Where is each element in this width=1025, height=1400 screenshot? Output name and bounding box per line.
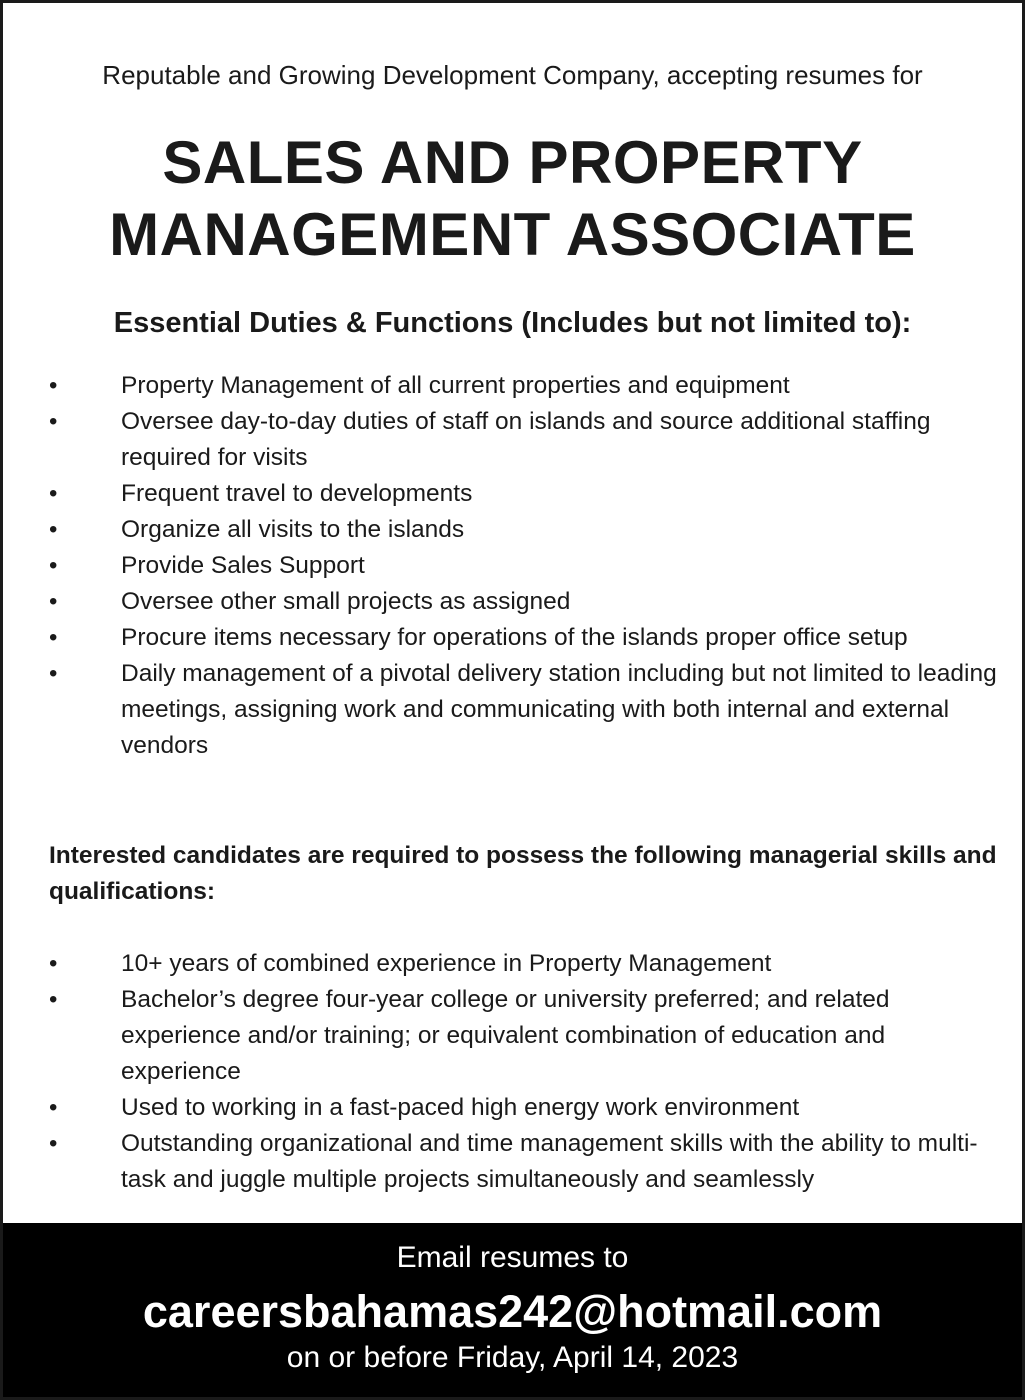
qualification-item	[3, 1090, 1022, 1126]
qualification-text: Used to working in a fast-paced high energy work environment	[121, 1094, 800, 1121]
bullet-icon: •	[49, 1130, 58, 1157]
duty-item	[3, 476, 1022, 512]
application-deadline: on or before Friday, April 14, 2023	[286, 1341, 739, 1374]
duties-list	[3, 368, 1022, 764]
duty-text: Provide Sales Support	[121, 552, 365, 579]
bullet-icon: •	[49, 1094, 58, 1121]
contact-email-link[interactable]: careersbahamas242@hotmail.com	[142, 1286, 883, 1337]
bullet-icon: •	[49, 516, 58, 543]
duty-item	[3, 584, 1022, 620]
bullet-icon: •	[49, 372, 58, 399]
intro-text: Reputable and Growing Development Company, accepting resumes for	[102, 60, 923, 90]
duty-item	[3, 620, 1022, 656]
qualification-text: Outstanding organizational and time management skills with the ability to multi-task and juggle multiple projects simultaneously and seamlessly	[121, 1130, 978, 1193]
qualification-text: Bachelor’s degree four-year college or university preferred; and related experience and/or training; or equivalent combination of education and experience	[121, 986, 890, 1085]
bullet-icon: •	[49, 986, 58, 1013]
job-title	[3, 127, 1022, 271]
bullet-icon: •	[49, 588, 58, 615]
duty-text: Organize all visits to the islands	[121, 516, 465, 543]
job-title-line-2: MANAGEMENT ASSOCIATE	[109, 201, 916, 268]
contact-footer	[3, 1223, 1022, 1397]
qualification-item	[3, 946, 1022, 982]
duty-text: Oversee other small projects as assigned	[121, 588, 571, 615]
bullet-icon: •	[49, 660, 58, 687]
qualifications-heading: Interested candidates are required to possess the following managerial skills and qualifications:	[49, 842, 997, 905]
duty-item	[3, 512, 1022, 548]
duty-item	[3, 548, 1022, 584]
bullet-icon: •	[49, 408, 58, 435]
duty-text: Frequent travel to developments	[121, 480, 473, 507]
qualifications-list	[3, 946, 1022, 1198]
duty-item	[3, 368, 1022, 404]
bullet-icon: •	[49, 552, 58, 579]
duties-heading: Essential Duties & Functions (Includes but not limited to):	[113, 307, 912, 339]
email-instruction: Email resumes to	[396, 1241, 629, 1274]
duty-text: Property Management of all current properties and equipment	[121, 372, 790, 399]
job-title-line-1: SALES AND PROPERTY	[162, 129, 863, 196]
duty-text: Daily management of a pivotal delivery station including but not limited to leading meetings, assigning work and communicating with both internal and external vendors	[121, 660, 997, 759]
qualification-item	[3, 982, 1022, 1090]
bullet-icon: •	[49, 624, 58, 651]
qualification-text: 10+ years of combined experience in Property Management	[121, 950, 772, 977]
duty-text: Oversee day-to-day duties of staff on islands and source additional staffing required for visits	[121, 408, 931, 471]
bullet-icon: •	[49, 480, 58, 507]
bullet-icon: •	[49, 950, 58, 977]
duty-item	[3, 656, 1022, 764]
duty-item	[3, 404, 1022, 476]
qualification-item	[3, 1126, 1022, 1198]
duty-text: Procure items necessary for operations of the islands proper office setup	[121, 624, 908, 651]
